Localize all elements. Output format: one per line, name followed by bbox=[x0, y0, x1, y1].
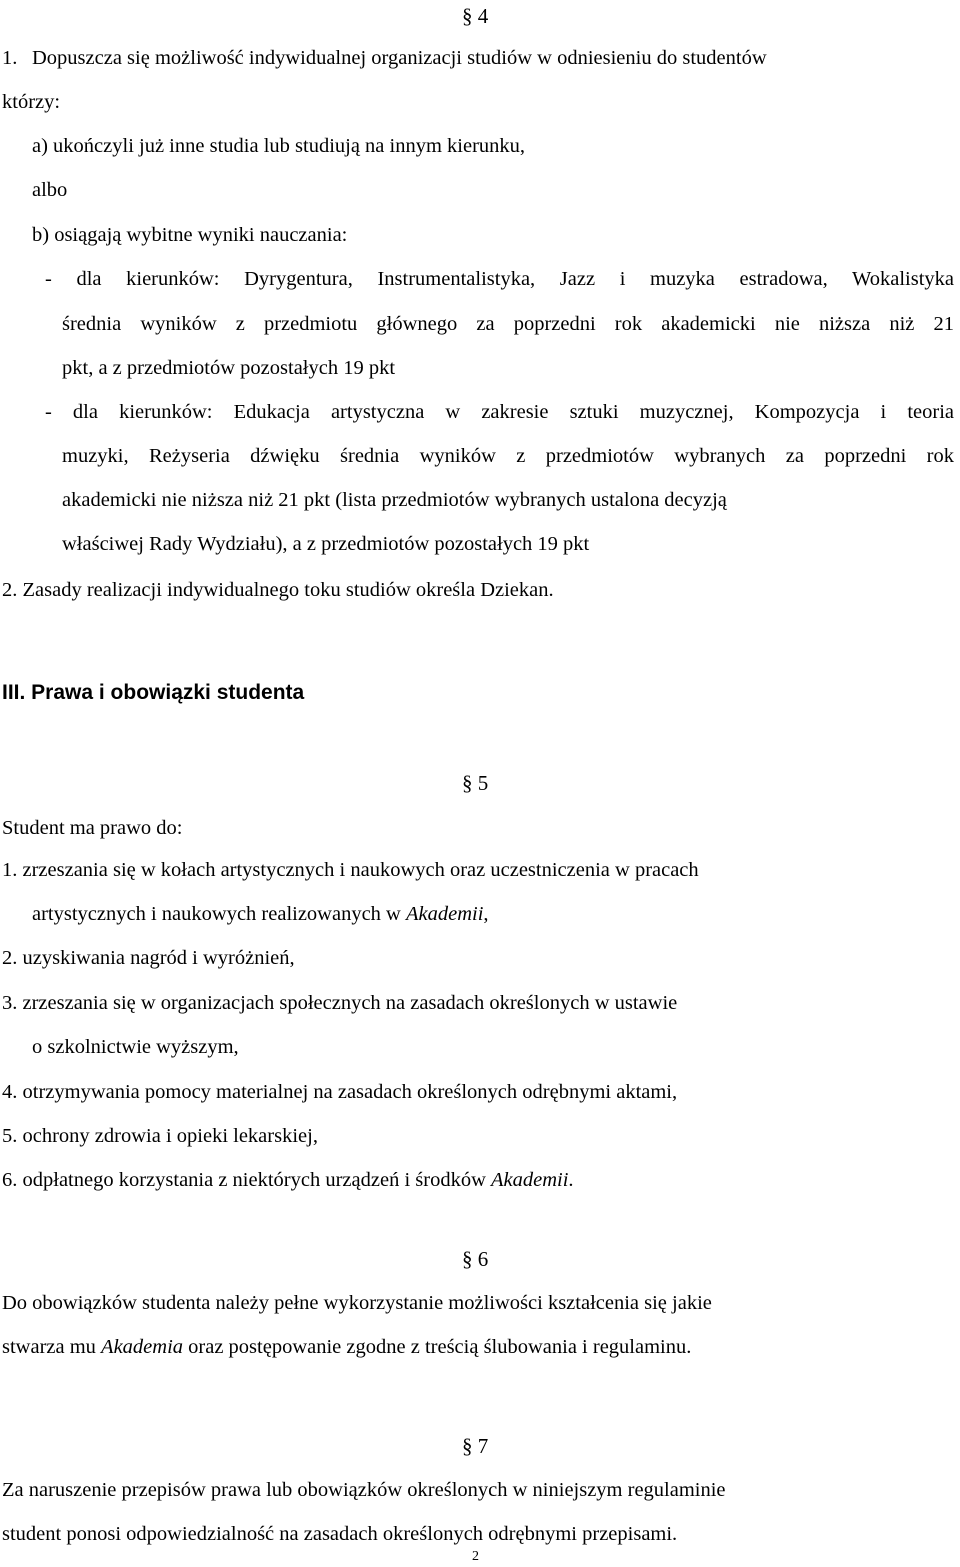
s4-item1-number: 1. bbox=[2, 47, 18, 69]
section-4-heading: § 4 bbox=[462, 4, 489, 28]
section-7-heading: § 7 bbox=[462, 1434, 489, 1458]
s5-item1-line2-end: , bbox=[483, 903, 489, 925]
s4-dash1-line1: - dla kierunków: Dyrygentura, Instrumentalistyka, Jazz i muzyka estradowa, Wokalistyka bbox=[45, 268, 954, 290]
s6-line2-end: oraz postępowanie zgodne z treścią ślubowania i regulaminu. bbox=[183, 1336, 692, 1358]
s4-item1-line2: którzy: bbox=[2, 91, 61, 113]
s5-item1-line2 bbox=[32, 901, 489, 927]
s5-item5: 5. ochrony zdrowia i opieki lekarskiej, bbox=[2, 1125, 318, 1147]
s5-item1-line1: 1. zrzeszania się w kołach artystycznych i naukowych oraz uczestniczenia w pracach bbox=[2, 859, 699, 881]
page-number: 2 bbox=[472, 1549, 479, 1564]
s4-dash1-line3: pkt, a z przedmiotów pozostałych 19 pkt bbox=[62, 357, 396, 379]
s4-dash2-line4: właściwej Rady Wydziału), a z przedmiotów pozostałych 19 pkt bbox=[62, 533, 590, 555]
akademii-emphasis: Akademii bbox=[406, 903, 484, 925]
s4-dash1-line2: średnia wyników z przedmiotu głównego za poprzedni rok akademicki nie niższa niż 21 bbox=[62, 313, 954, 335]
s5-item6-end: . bbox=[568, 1169, 574, 1191]
s4-dash2-line3: akademicki nie niższa niż 21 pkt (lista przedmiotów wybranych ustalona decyzją bbox=[62, 489, 727, 511]
akademia-emphasis: Akademia bbox=[101, 1336, 184, 1358]
s5-item2: 2. uzyskiwania nagród i wyróżnień, bbox=[2, 947, 295, 969]
s4-dash2-line1: - dla kierunków: Edukacja artystyczna w zakresie sztuki muzycznej, Kompozycja i teoria bbox=[45, 401, 954, 423]
s4-item1-line1: Dopuszcza się możliwość indywidualnej organizacji studiów w odniesieniu do studentów bbox=[32, 47, 767, 69]
s6-line1: Do obowiązków studenta należy pełne wykorzystanie możliwości kształcenia się jakie bbox=[2, 1292, 712, 1314]
s5-item4: 4. otrzymywania pomocy materialnej na zasadach określonych odrębnymi aktami, bbox=[2, 1081, 678, 1103]
akademii-emphasis-2: Akademii bbox=[491, 1169, 569, 1191]
section-5-heading: § 5 bbox=[462, 771, 489, 795]
s4-albo: albo bbox=[32, 179, 68, 201]
s4-dash2-line2: muzyki, Reżyseria dźwięku średnia wyników z przedmiotów wybranych za poprzedni rok bbox=[62, 445, 954, 467]
s5-item6-text: 6. odpłatnego korzystania z niektórych urządzeń i środków bbox=[2, 1169, 491, 1191]
s4-item2: 2. Zasady realizacji indywidualnego toku studiów określa Dziekan. bbox=[2, 579, 554, 601]
s5-item3-line1: 3. zrzeszania się w organizacjach społecznych na zasadach określonych w ustawie bbox=[2, 992, 678, 1014]
s5-item3-line2: o szkolnictwie wyższym, bbox=[32, 1036, 239, 1058]
s7-line1: Za naruszenie przepisów prawa lub obowiązków określonych w niniejszym regulaminie bbox=[2, 1479, 726, 1501]
s4-item-a: a) ukończyli już inne studia lub studiują na innym kierunku, bbox=[32, 135, 526, 157]
chapter-3-title: III. Prawa i obowiązki studenta bbox=[2, 681, 305, 704]
s4-item-b: b) osiągają wybitne wyniki nauczania: bbox=[32, 224, 348, 246]
s5-item6 bbox=[2, 1167, 574, 1193]
s5-intro: Student ma prawo do: bbox=[2, 817, 183, 839]
s6-line2 bbox=[2, 1334, 691, 1360]
s5-item1-line2-text: artystycznych i naukowych realizowanych w bbox=[32, 903, 406, 925]
section-6-heading: § 6 bbox=[462, 1247, 489, 1271]
s7-line2: student ponosi odpowiedzialność na zasadach określonych odrębnymi przepisami. bbox=[2, 1523, 678, 1545]
s6-line2-start: stwarza mu bbox=[2, 1336, 102, 1358]
